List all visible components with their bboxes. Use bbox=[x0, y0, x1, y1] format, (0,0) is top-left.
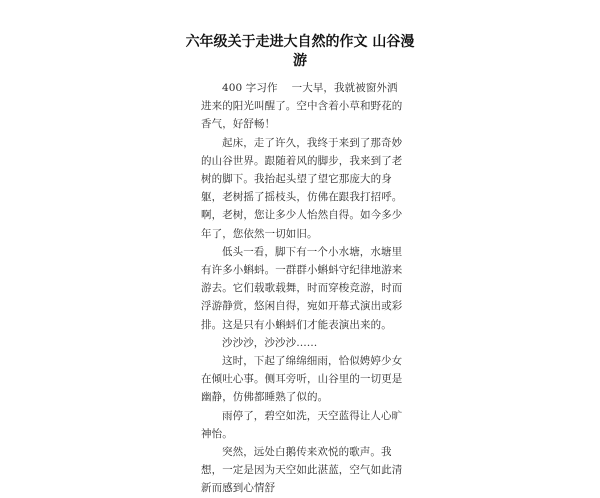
paragraph: 起床，走了许久，我终于来到了那奇妙的山谷世界。跟随着风的脚步，我来到了老树的脚下。我抬起头望了望它那庞大的身躯，老树摇了摇枝头，仿佛在跟我打招呼。啊，老树，您让多少人怡然自得。如今多少年了，您依然一切如旧。 bbox=[201, 136, 403, 240]
paragraph: 这时，下起了绵绵细雨，恰似娉婷少女在倾吐心事。侧耳旁听，山谷里的一切更是幽静，仿佛都睡熟了似的。 bbox=[201, 355, 403, 404]
paragraph: 突然，远处白鹅传来欢悦的歌声。我想，一定是因为天空如此湛蓝，空气如此清新而感到心情舒 bbox=[201, 446, 403, 495]
document-body bbox=[201, 79, 405, 498]
paragraph: 400 字习作 一大早，我就被窗外洒进来的阳光叫醒了。空中含着小草和野花的香气，好舒畅！ bbox=[201, 82, 403, 131]
document-title: 六年级关于走进大自然的作文 山谷漫 游 bbox=[185, 34, 415, 69]
paragraph: 雨停了，碧空如洗，天空蓝得让人心旷神怡。 bbox=[201, 409, 403, 440]
paragraph: 低头一看，脚下有一个小水塘，水塘里有许多小蝌蚪。一群群小蝌蚪守纪律地游来游去。它们载歌载舞，时而穿梭竞游，时而浮游静赏，悠闲自得，宛如开幕式演出或彩排。这是只有小蝌蚪们才能表演出来的。 bbox=[201, 245, 403, 331]
paragraph: 沙沙沙，沙沙沙…… bbox=[222, 336, 318, 349]
